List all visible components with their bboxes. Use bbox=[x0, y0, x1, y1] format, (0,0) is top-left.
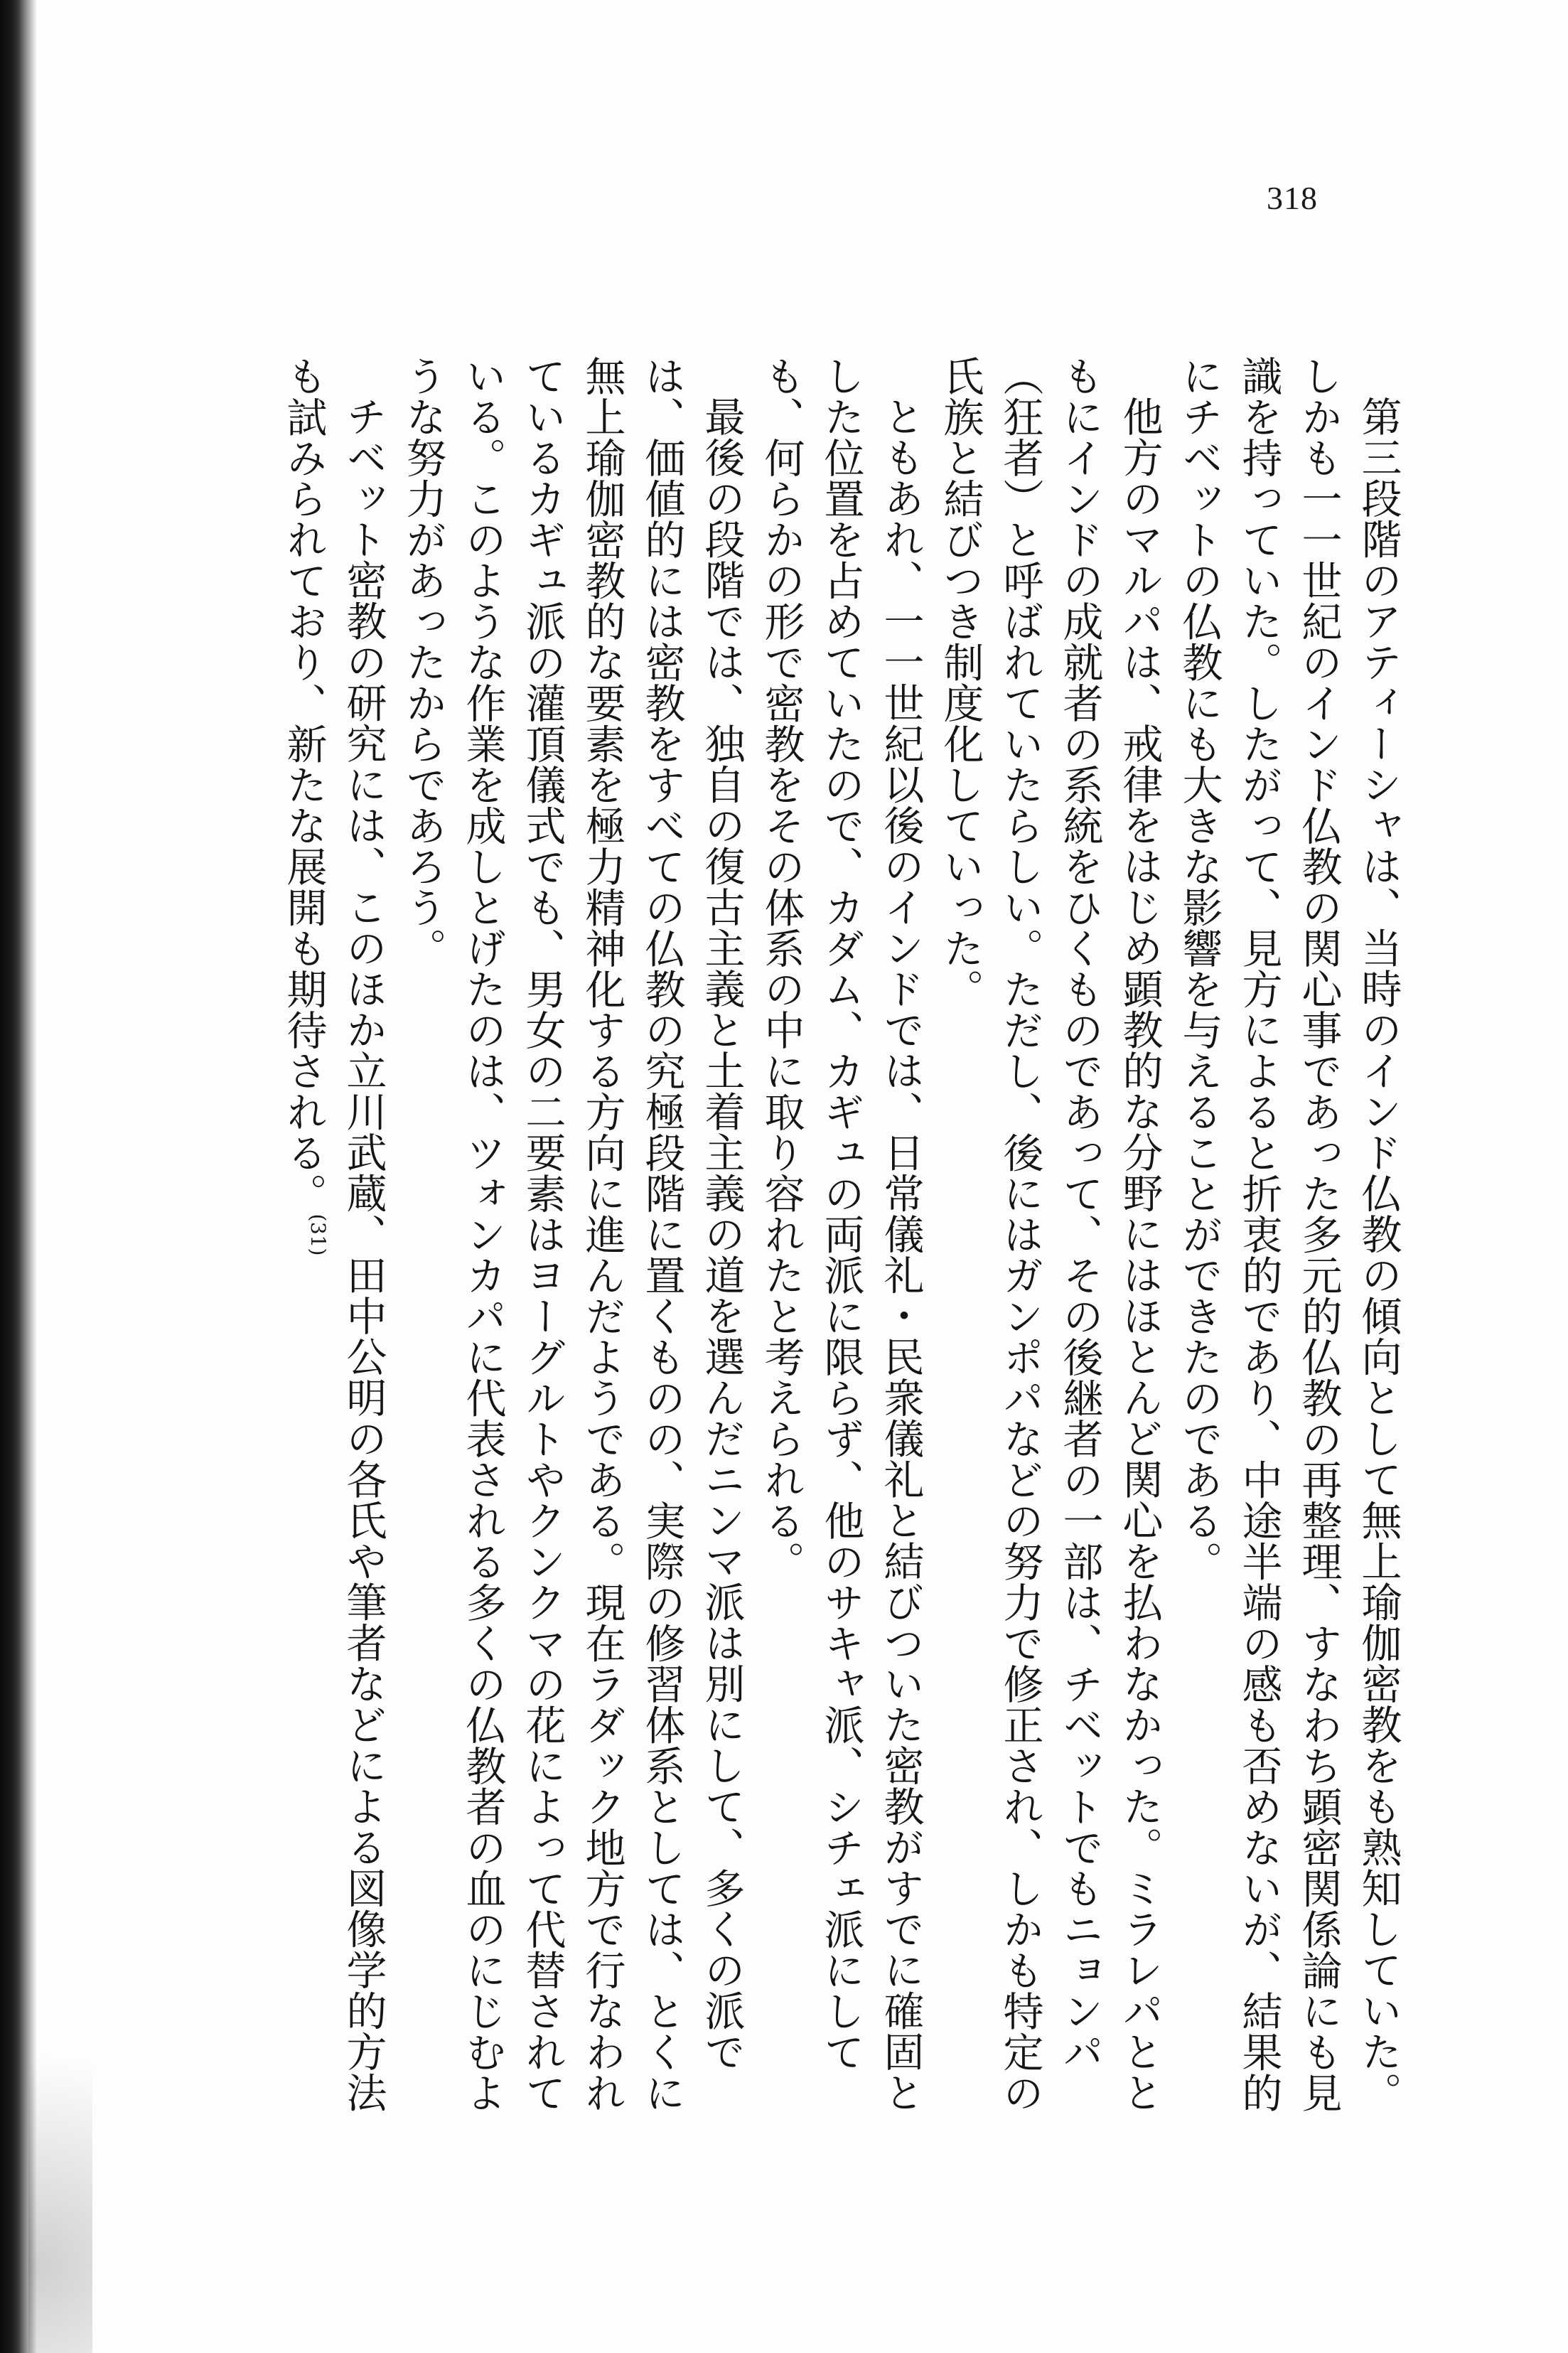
paragraph: 他方のマルパは、戒律をはじめ顕教的な分野にはほとんど関心を払わなかった。ミラレパとともにインドの成就者の系統をひくものであって、その後継者の一部は、チベットでもニョンパ（狂者）と呼ばれていたらしい。ただし、後にはガンポパなどの努力で修正され、しかも特定の氏族と結びつき制度化していった。 bbox=[937, 355, 1163, 2113]
body-text bbox=[274, 355, 1408, 2147]
footnote-marker: (31) bbox=[306, 1213, 330, 1256]
scan-speckle bbox=[28, 1919, 92, 2353]
paragraph: 第三段階のアティーシャは、当時のインド仏教の傾向として無上瑜伽密教をも熟知していた。しかも一一世紀のインド仏教の関心事であった多元的仏教の再整理、すなわち顕密関係論にも見識を持っていた。したがって、見方によると折衷的であり、中途半端の感も否めないが、結果的にチベットの仏教にも大きな影響を与えることができたのである。 bbox=[1176, 355, 1402, 2113]
paragraph: ともあれ、一一世紀以後のインドでは、日常儀礼・民衆儀礼と結びついた密教がすでに確固とした位置を占めていたので、カダム、カギュの両派に限らず、他のサキャ派、シチェ派にしても、何らかの形で密教をその体系の中に取り容れたと考えられる。 bbox=[758, 355, 924, 2113]
paragraph-text: チベット密教の研究には、このほか立川武蔵、田中公明の各氏や筆者などによる図像学的方法も試みられており、新たな展開も期待される。 bbox=[280, 355, 387, 2113]
paragraph bbox=[274, 355, 393, 2147]
page-number: 318 bbox=[1267, 180, 1318, 216]
paragraph: 最後の段階では、独自の復古主義と土着主義の道を選んだニンマ派は別にして、多くの派では、価値的には密教をすべての仏教の究極段階に置くものの、実際の修習体系としては、とくに無上瑜伽密教的な要素を極力精神化する方向に進んだようである。現在ラダック地方で行なわれているカギュ派の灌頂儀式でも、男女の二要素はヨーグルトやクンクマの花によって代替されている。このような作業を成しとげたのは、ツォンカパに代表される多くの仏教者の血のにじむような努力があったからであろう。 bbox=[399, 355, 745, 2113]
